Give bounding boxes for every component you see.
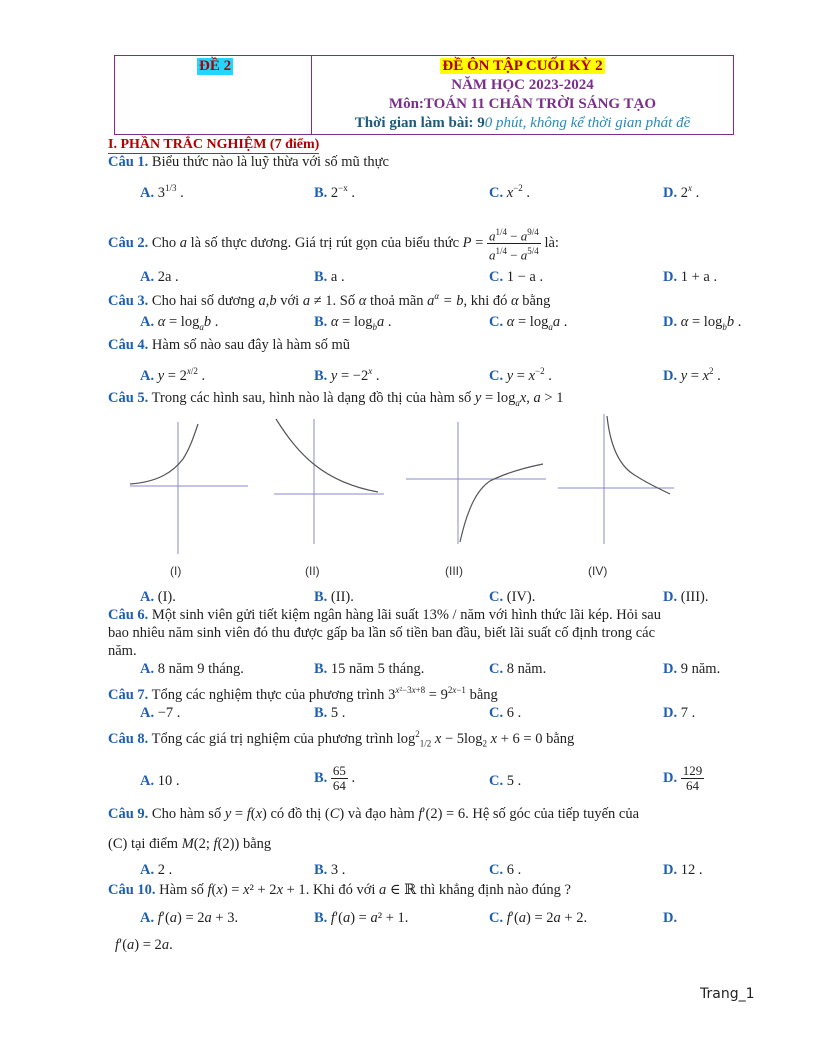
function-graphs <box>128 414 688 584</box>
question-7: Câu 7. Tổng các nghiệm thực của phương trình $3^{x^2-3x+8} = 9^{2x-1}$ bằng <box>108 685 498 703</box>
graph-4 <box>558 414 674 544</box>
exam-code: ĐỀ 2 <box>199 58 232 74</box>
header-box <box>114 55 734 135</box>
question-10: Câu 10. Hàm số f(x) = x² + 2x + 1. Khi đó với a ∈ ℝ thì khẳng định nào đúng ? <box>108 882 571 898</box>
q2-fraction: $\frac{a^{1/4} - a^{9/4}}{a^{1/4} - a^{5/4}}$ <box>488 227 539 263</box>
q4-option-a[interactable]: A. $y = 2^{x/2}$ . <box>140 366 206 384</box>
graph-caption-1: (I) <box>170 564 182 578</box>
question-2: Câu 2. Cho a là số thực dương. Giá trị rút gọn của biểu thức P = $\frac{a^{1/4} - a^{9/4}}{a^{1/4} - a^{5/4}}$ là: <box>108 227 559 263</box>
q10-option-c[interactable]: C. f′(a) = 2a + 2. <box>489 910 588 926</box>
question-4: Câu 4. Hàm số nào sau đây là hàm số mũ <box>108 337 351 353</box>
q4-option-c[interactable]: C. $y = x^{-2}$ . <box>489 366 552 384</box>
q5-option-d[interactable]: D. (III). <box>663 589 709 605</box>
graph-caption-3: (III) <box>445 564 463 578</box>
q8-option-a[interactable]: A. 10 . <box>140 773 180 789</box>
q4-option-b[interactable]: B. $y = -2^x$ . <box>314 366 380 384</box>
q8-option-c[interactable]: C. 5 . <box>489 773 522 789</box>
graph-caption-2: (II) <box>305 564 320 578</box>
q6-option-a[interactable]: A. 8 năm 9 tháng. <box>140 661 244 677</box>
exam-title: ĐỀ ÔN TẬP CUỐI KỲ 2 <box>442 58 603 74</box>
subject: Môn:TOÁN 11 CHÂN TRỜI SÁNG TẠO <box>388 96 657 112</box>
q9-option-d[interactable]: D. 12 . <box>663 862 703 878</box>
q2-option-b[interactable]: B. a . <box>314 269 345 285</box>
q1-option-d[interactable]: D. 2$^x$ . <box>663 183 700 201</box>
q4-option-d[interactable]: D. $y = x^2$ . <box>663 366 721 384</box>
q3-option-d[interactable]: D. $\alpha = \log_bb$ . <box>663 314 742 332</box>
q5-option-a[interactable]: A. (I). <box>140 589 176 605</box>
school-year: NĂM HỌC 2023-2024 <box>451 77 594 93</box>
question-6: Câu 6. Một sinh viên gửi tiết kiệm ngân hàng lãi suất 13% / năm với hình thức lãi kép. Hỏi sau <box>108 607 661 623</box>
q7-option-b[interactable]: B. 5 . <box>314 705 346 721</box>
q1-option-a[interactable]: A. $3^{1/3}$ . <box>140 183 184 201</box>
q9-option-a[interactable]: A. 2 . <box>140 862 173 878</box>
q10-option-d-value: f′(a) = 2a. <box>115 937 173 953</box>
header-title-block <box>312 57 733 133</box>
q7-option-a[interactable]: A. −7 . <box>140 705 181 721</box>
q1-option-b[interactable]: B. $2^{-x}$ . <box>314 183 355 201</box>
graph-1 <box>130 422 248 554</box>
q10-option-b[interactable]: B. f′(a) = a² + 1. <box>314 910 409 926</box>
question-1: Câu 1. Biểu thức nào là luỹ thừa với số mũ thực <box>108 154 389 170</box>
section-title: I. PHẦN TRẮC NGHIỆM (7 điểm) <box>108 137 320 152</box>
q10-option-d[interactable]: D. <box>663 910 678 926</box>
q10-option-a[interactable]: A. f′(a) = 2a + 3. <box>140 910 239 926</box>
q6-option-d[interactable]: D. 9 năm. <box>663 661 721 677</box>
q2-option-c[interactable]: C. 1 − a . <box>489 269 544 285</box>
q5-option-c[interactable]: C. (IV). <box>489 589 536 605</box>
q6-option-c[interactable]: C. 8 năm. <box>489 661 547 677</box>
q8-option-d[interactable]: D. $\frac{129}{64}$ <box>663 763 703 793</box>
q2-option-d[interactable]: D. 1 + a . <box>663 269 718 285</box>
q1-option-c[interactable]: C. $x^{-2}$ . <box>489 183 530 201</box>
q9-option-b[interactable]: B. 3 . <box>314 862 346 878</box>
q6-option-b[interactable]: B. 15 năm 5 tháng. <box>314 661 425 677</box>
question-9-line-2: (C) tại điểm M(2; f(2)) bằng <box>108 836 272 852</box>
q7-option-c[interactable]: C. 6 . <box>489 705 522 721</box>
q3-option-b[interactable]: B. $\alpha = \log_ba$ . <box>314 314 392 332</box>
time-allowed: Thời gian làm bài: 90 phút, không kể thời gian phát đề <box>354 115 691 131</box>
graph-caption-4: (IV) <box>588 564 608 578</box>
question-9: Câu 9. Cho hàm số y = f(x) có đồ thị (C) và đạo hàm f′(2) = 6. Hệ số góc của tiếp tuyến của <box>108 806 640 822</box>
q7-option-d[interactable]: D. 7 . <box>663 705 696 721</box>
question-6-line-3: năm. <box>108 643 137 659</box>
question-8: Câu 8. Tổng các giá trị nghiệm của phương trình $\log^2_{1/2} x - 5\log_2$ x + 6 = 0 bằng <box>108 729 575 749</box>
graph-2 <box>274 419 384 544</box>
q9-option-c[interactable]: C. 6 . <box>489 862 522 878</box>
graph-3 <box>406 422 546 544</box>
question-3: Câu 3. Cho hai số dương a,b với a ≠ 1. Số α thoả mãn $a^\alpha = b$, khi đó α bằng <box>108 291 551 309</box>
question-6-line-2: bao nhiêu năm sinh viên đó thu được gấp ba lần số tiền ban đầu, biết lãi suất cố định trong các <box>108 625 656 641</box>
page-number: Trang_1 <box>700 986 755 1002</box>
question-5: Câu 5. Trong các hình sau, hình nào là dạng đồ thị của hàm số $y = \log_ax$, a > 1 <box>108 390 564 408</box>
q3-option-a[interactable]: A. $\alpha = \log_ab$ . <box>140 314 219 332</box>
q5-option-b[interactable]: B. (II). <box>314 589 354 605</box>
q3-option-c[interactable]: C. $\alpha = \log_aa$ . <box>489 314 568 332</box>
q2-option-a[interactable]: A. 2a . <box>140 269 179 285</box>
q8-option-b[interactable]: B. $\frac{65}{64}$ . <box>314 763 356 793</box>
